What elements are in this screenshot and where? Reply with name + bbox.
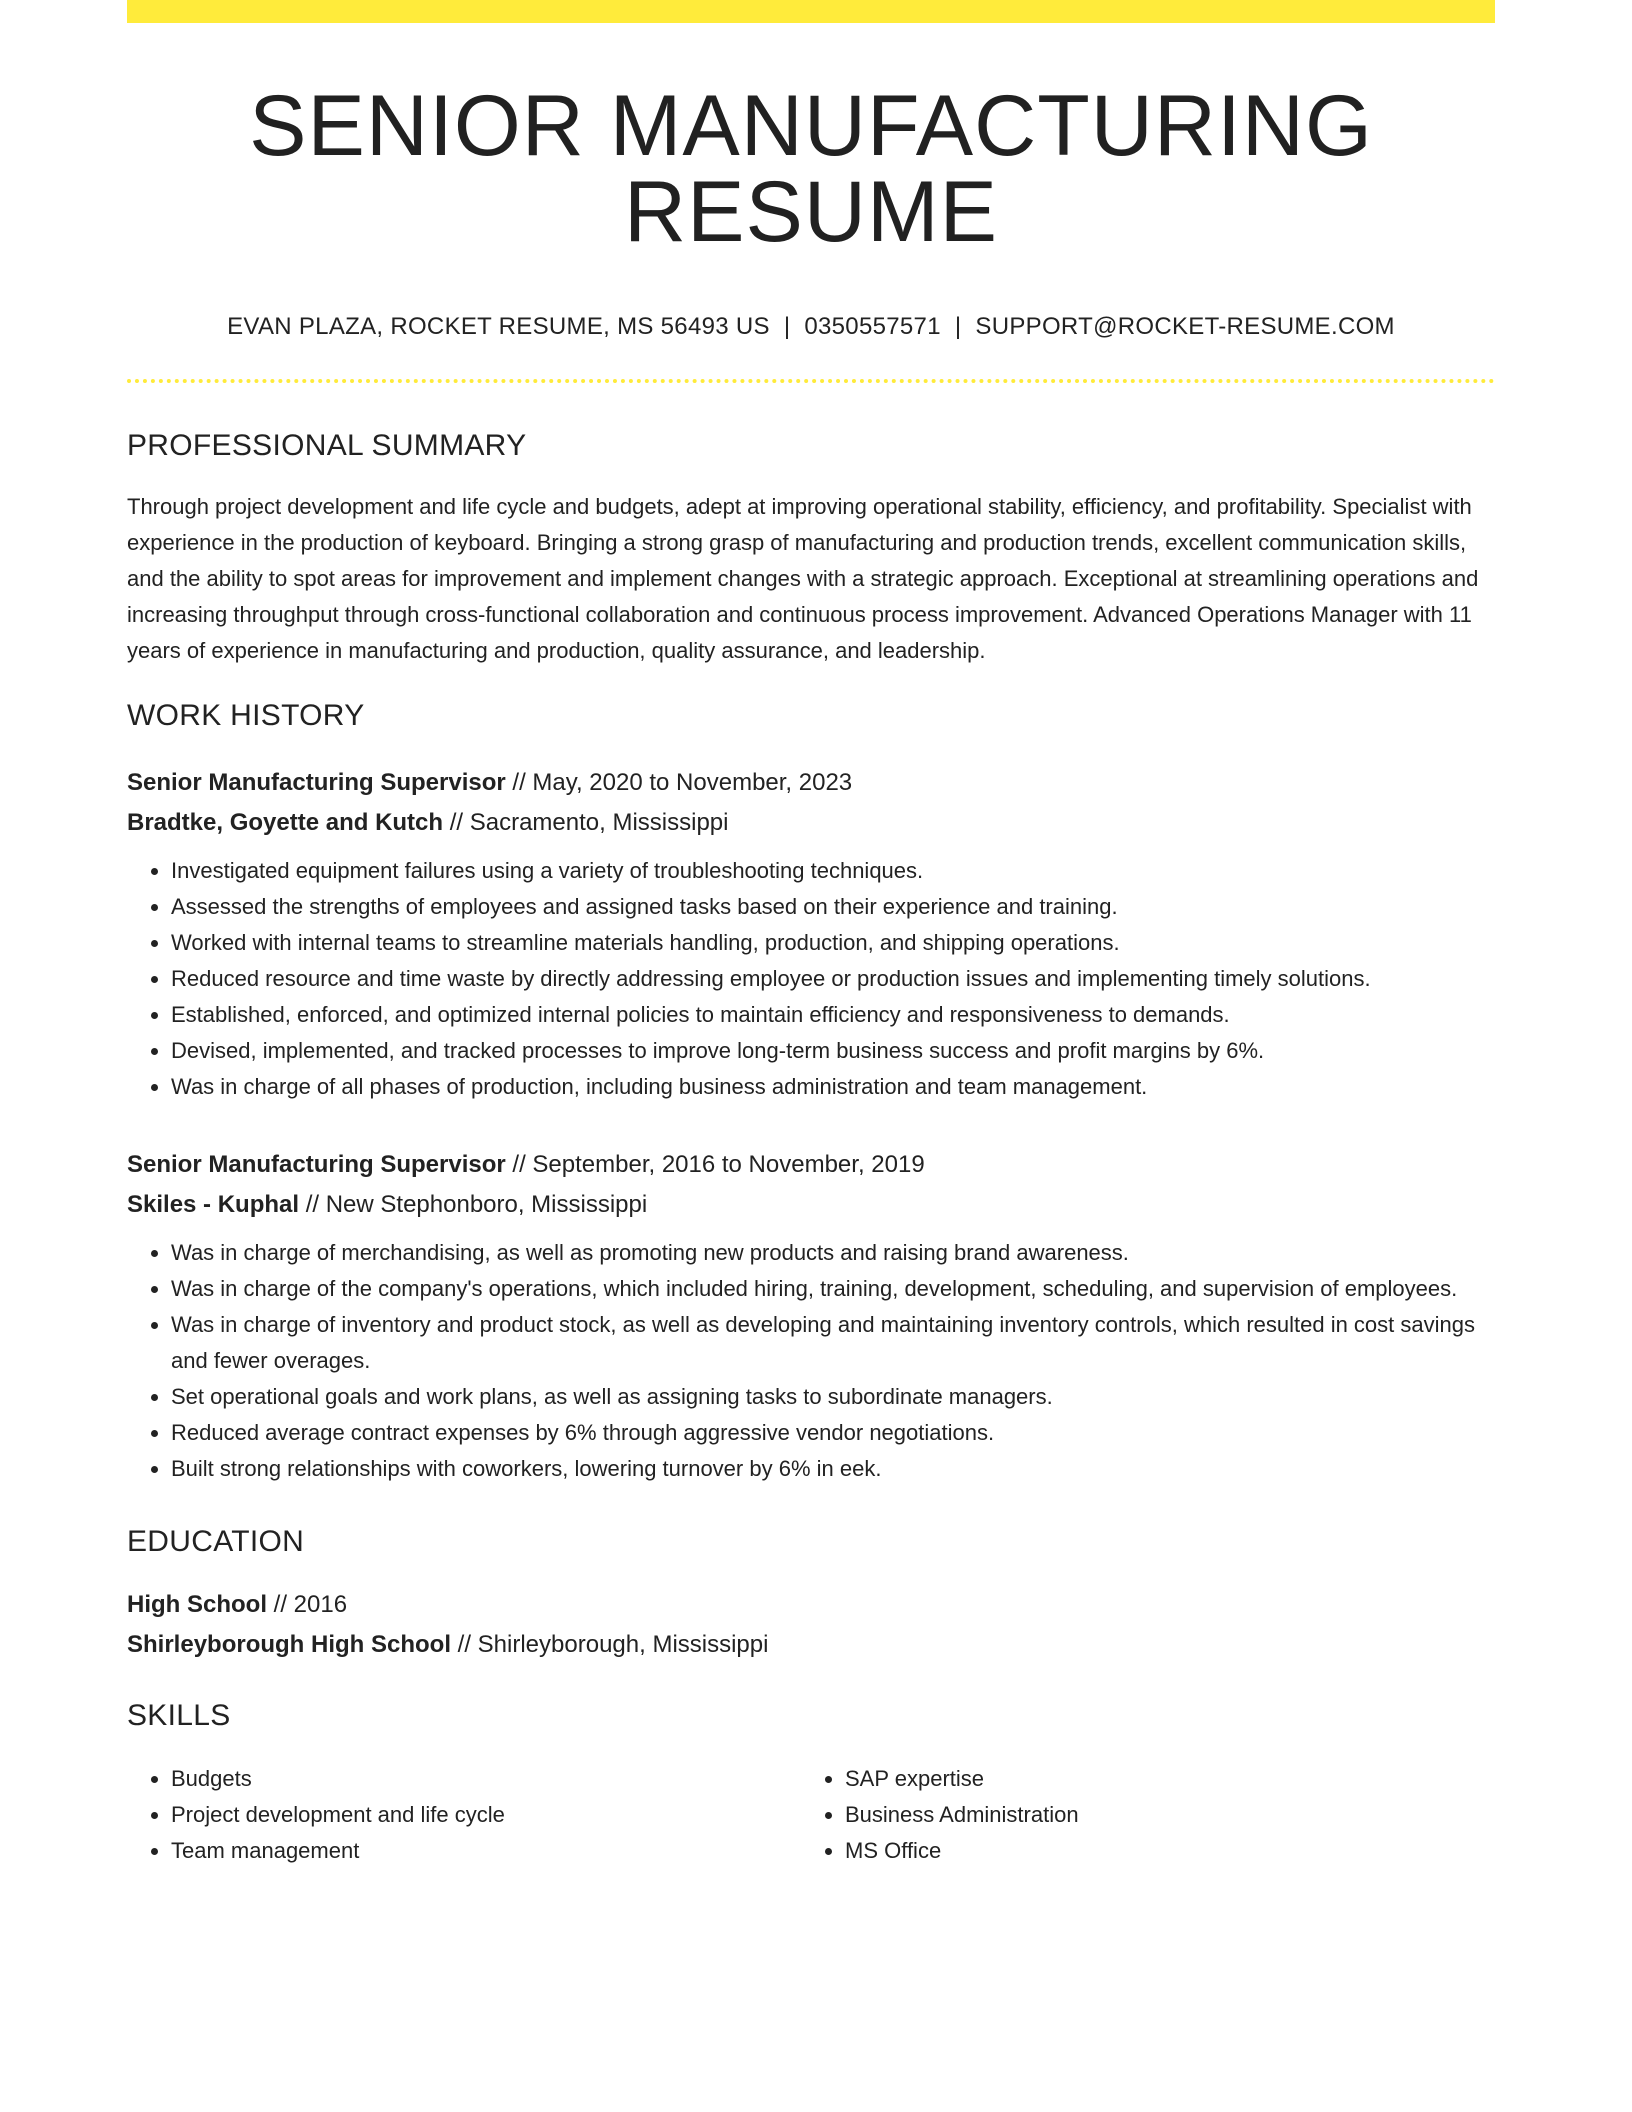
skill-item: • Team management [171,1833,801,1869]
contact-address: EVAN PLAZA, ROCKET RESUME, MS 56493 US [227,313,770,340]
contact-line [127,313,1495,341]
education-school: Shirleyborough High School [127,1631,451,1658]
job-bullet: • Was in charge of all phases of production, including business administration and team management. [171,1069,1495,1105]
top-accent-bar [127,0,1495,23]
education-degree-line [127,1585,1495,1625]
job-bullet: • Worked with internal teams to streamline materials handling, production, and shipping operations. [171,925,1495,961]
job-bullet: • Investigated equipment failures using a variety of troubleshooting techniques. [171,853,1495,889]
contact-separator: | [954,313,962,340]
skills-heading: SKILLS [127,1699,231,1732]
job-location: // New Stephonboro, Mississippi [299,1191,648,1218]
job-bullet: • Was in charge of inventory and product stock, as well as developing and maintaining inventory controls, which resulted in cost savings and fewer overages. [171,1307,1495,1379]
education-entry [127,1585,1495,1665]
job-bullets [127,853,1495,1105]
job-bullet: • Set operational goals and work plans, as well as assigning tasks to subordinate managers. [171,1379,1495,1415]
job-bullet: • Established, enforced, and optimized internal policies to maintain efficiency and responsiveness to demands. [171,997,1495,1033]
job-location: // Sacramento, Mississippi [443,809,729,836]
job-company: Skiles - Kuphal [127,1191,300,1218]
contact-phone: 0350557571 [804,313,941,340]
skills-list [127,1761,1495,1869]
job-role: Senior Manufacturing Supervisor [127,1151,506,1178]
education-heading: EDUCATION [127,1525,305,1558]
skills-column-left [127,1761,801,1869]
resume-page [127,0,1495,1869]
job-bullet: • Reduced average contract expenses by 6% through aggressive vendor negotiations. [171,1415,1495,1451]
job-bullet: • Was in charge of the company's operations, which included hiring, training, development, scheduling, and supervision of employees. [171,1271,1495,1307]
job-dates: // September, 2016 to November, 2019 [505,1151,925,1178]
skill-item: • Budgets [171,1761,801,1797]
job-company-line [127,1185,1495,1225]
job-entry [127,1145,1495,1487]
skill-item: • Project development and life cycle [171,1797,801,1833]
skill-item: • Business Administration [845,1797,1475,1833]
skill-item: • MS Office [845,1833,1475,1869]
job-role: Senior Manufacturing Supervisor [127,769,506,796]
work-history-heading: WORK HISTORY [127,699,365,732]
job-bullet: • Was in charge of merchandising, as well as promoting new products and raising brand awareness. [171,1235,1495,1271]
job-dates: // May, 2020 to November, 2023 [505,769,853,796]
education-school-line [127,1625,1495,1665]
job-role-line [127,1145,1495,1185]
dotted-divider [127,379,1495,383]
summary-heading: PROFESSIONAL SUMMARY [127,429,527,462]
education-location: // Shirleyborough, Mississippi [451,1631,769,1658]
job-bullet: • Reduced resource and time waste by directly addressing employee or production issues and implementing timely solutions. [171,961,1495,997]
job-entry [127,763,1495,1105]
job-bullets [127,1235,1495,1487]
job-bullet: • Devised, implemented, and tracked processes to improve long-term business success and profit margins by 6%. [171,1033,1495,1069]
contact-separator: | [783,313,791,340]
summary-text: Through project development and life cycle and budgets, adept at improving operational stability, efficiency, and profitability. Specialist with experience in the production of keyboard. Bringing a strong grasp of manufacturing and production trends, excellent communication skills, and the ability to spot areas for improvement and implement changes with a strategic approach. Exceptional at streamlining operations and increasing throughput through cross-functional collaboration and continuous process improvement. Advanced Operations Manager with 11 years of experience in manufacturing and production, quality assurance, and leadership. [127,494,1479,663]
job-company: Bradtke, Goyette and Kutch [127,809,444,836]
skill-item: • SAP expertise [845,1761,1475,1797]
education-degree: High School [127,1591,267,1618]
job-bullet: • Built strong relationships with coworkers, lowering turnover by 6% in eek. [171,1451,1495,1487]
education-year: // 2016 [267,1591,348,1618]
job-bullet: • Assessed the strengths of employees and assigned tasks based on their experience and training. [171,889,1495,925]
skills-column-right [801,1761,1475,1869]
job-company-line [127,803,1495,843]
job-role-line [127,763,1495,803]
contact-email: SUPPORT@ROCKET-RESUME.COM [975,313,1395,340]
resume-title: SENIOR MANUFACTURING RESUME [249,78,1373,260]
